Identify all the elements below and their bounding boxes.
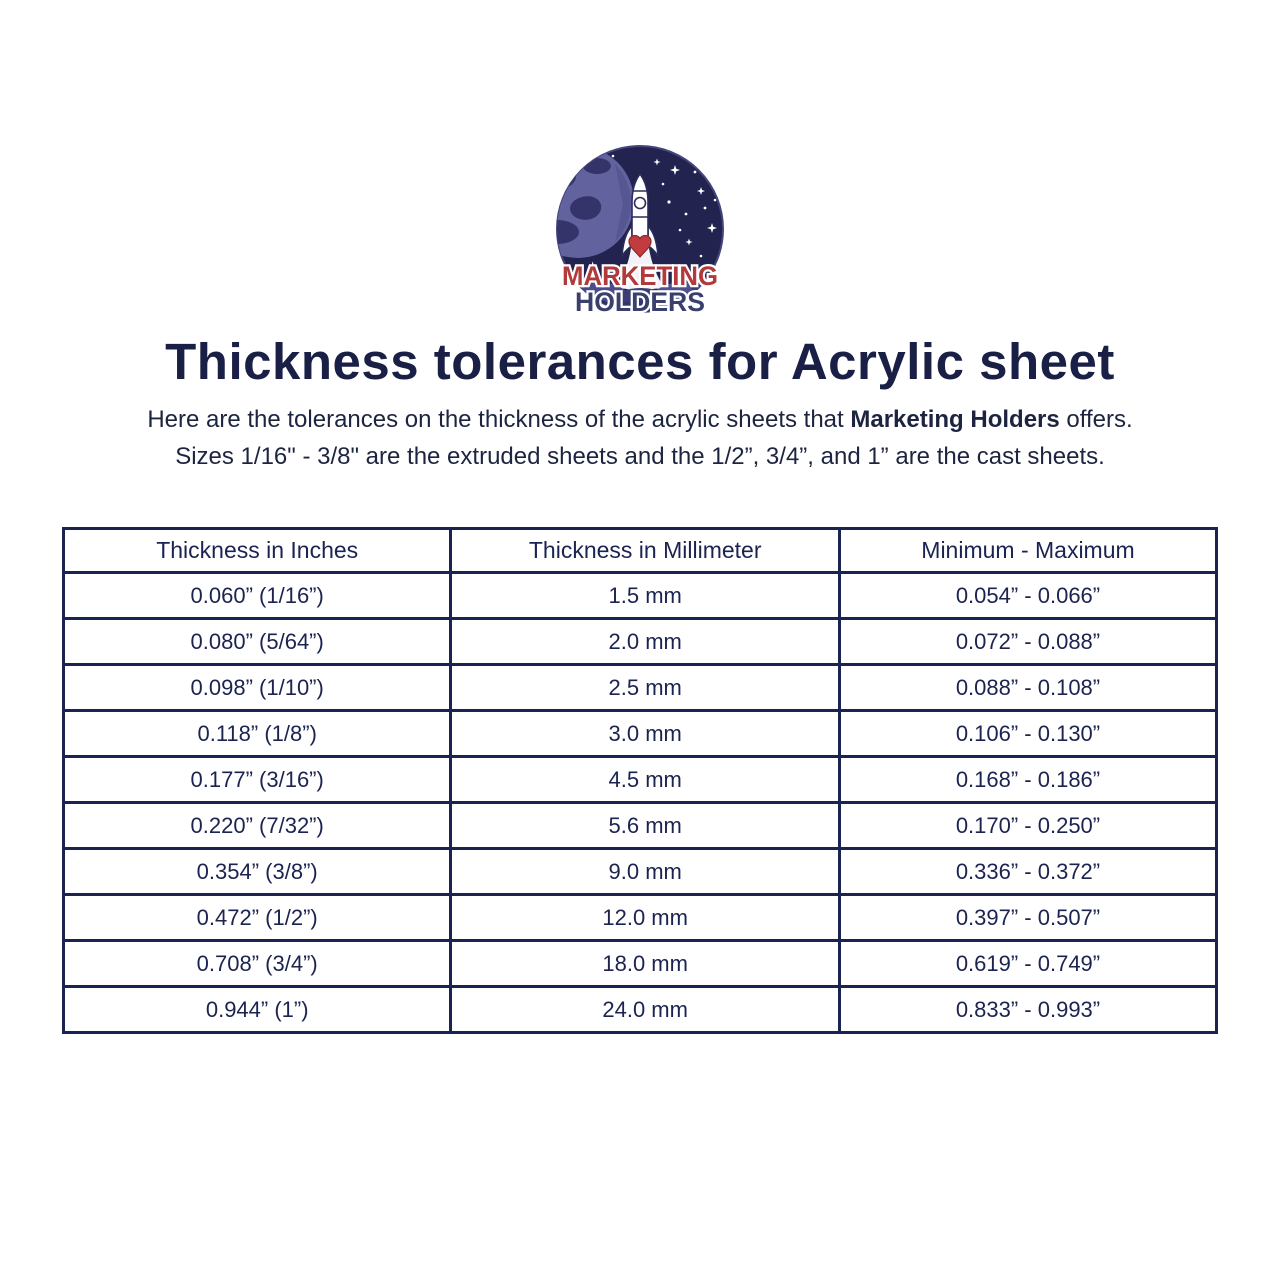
table-cell: 12.0 mm <box>451 895 840 941</box>
table-cell: 0.080” (5/64”) <box>64 619 451 665</box>
table-cell: 0.177” (3/16”) <box>64 757 451 803</box>
table-row <box>64 619 1217 665</box>
table-cell: 0.060” (1/16”) <box>64 573 451 619</box>
table-row <box>64 849 1217 895</box>
table-cell: 18.0 mm <box>451 941 840 987</box>
logo-holders-text: HOLDERS <box>575 287 705 316</box>
table-cell: 0.336” - 0.372” <box>839 849 1216 895</box>
table-cell: 0.833” - 0.993” <box>839 987 1216 1033</box>
table-header-row <box>64 529 1217 573</box>
table-cell: 4.5 mm <box>451 757 840 803</box>
table-cell: 0.106” - 0.130” <box>839 711 1216 757</box>
table-cell: 24.0 mm <box>451 987 840 1033</box>
table-row <box>64 573 1217 619</box>
table-cell: 0.098” (1/10”) <box>64 665 451 711</box>
table-row <box>64 895 1217 941</box>
logo-marketing-text: MARKETING <box>562 261 718 291</box>
table-row <box>64 803 1217 849</box>
subtitle-line-1-suffix: offers. <box>1059 406 1133 433</box>
table-cell: 0.708” (3/4”) <box>64 941 451 987</box>
table-cell: 1.5 mm <box>451 573 840 619</box>
table-cell: 5.6 mm <box>451 803 840 849</box>
table-cell: 0.944” (1”) <box>64 987 451 1033</box>
table-cell: 0.472” (1/2”) <box>64 895 451 941</box>
table-cell: 0.170” - 0.250” <box>839 803 1216 849</box>
table-row <box>64 757 1217 803</box>
table-row <box>64 941 1217 987</box>
logo-badge <box>545 144 735 316</box>
table-cell: 0.397” - 0.507” <box>839 895 1216 941</box>
table-cell: 2.5 mm <box>451 665 840 711</box>
table-row <box>64 665 1217 711</box>
table-cell: 0.088” - 0.108” <box>839 665 1216 711</box>
subtitle-line-1 <box>30 401 1250 438</box>
subtitle-line-1-prefix: Here are the tolerances on the thickness of the acrylic sheets that <box>147 406 851 433</box>
table-row <box>64 987 1217 1033</box>
subtitle <box>30 401 1250 475</box>
column-header-min-max: Minimum - Maximum <box>839 529 1216 573</box>
table-cell: 0.619” - 0.749” <box>839 941 1216 987</box>
table-row <box>64 711 1217 757</box>
tolerance-table <box>62 527 1218 1034</box>
page-title: Thickness tolerances for Acrylic sheet <box>165 333 1115 390</box>
column-header-millimeter: Thickness in Millimeter <box>451 529 840 573</box>
table-cell: 0.354” (3/8”) <box>64 849 451 895</box>
table-cell: 0.168” - 0.186” <box>839 757 1216 803</box>
logo <box>545 144 735 316</box>
table-cell: 3.0 mm <box>451 711 840 757</box>
table-cell: 9.0 mm <box>451 849 840 895</box>
table-cell: 0.054” - 0.066” <box>839 573 1216 619</box>
table-cell: 0.118” (1/8”) <box>64 711 451 757</box>
table-cell: 0.072” - 0.088” <box>839 619 1216 665</box>
subtitle-line-2: Sizes 1/16" - 3/8" are the extruded sheets and the 1/2”, 3/4”, and 1” are the cast sheets. <box>175 443 1105 470</box>
column-header-inches: Thickness in Inches <box>64 529 451 573</box>
table-cell: 0.220” (7/32”) <box>64 803 451 849</box>
subtitle-brand-name: Marketing Holders <box>850 406 1060 433</box>
table-cell: 2.0 mm <box>451 619 840 665</box>
